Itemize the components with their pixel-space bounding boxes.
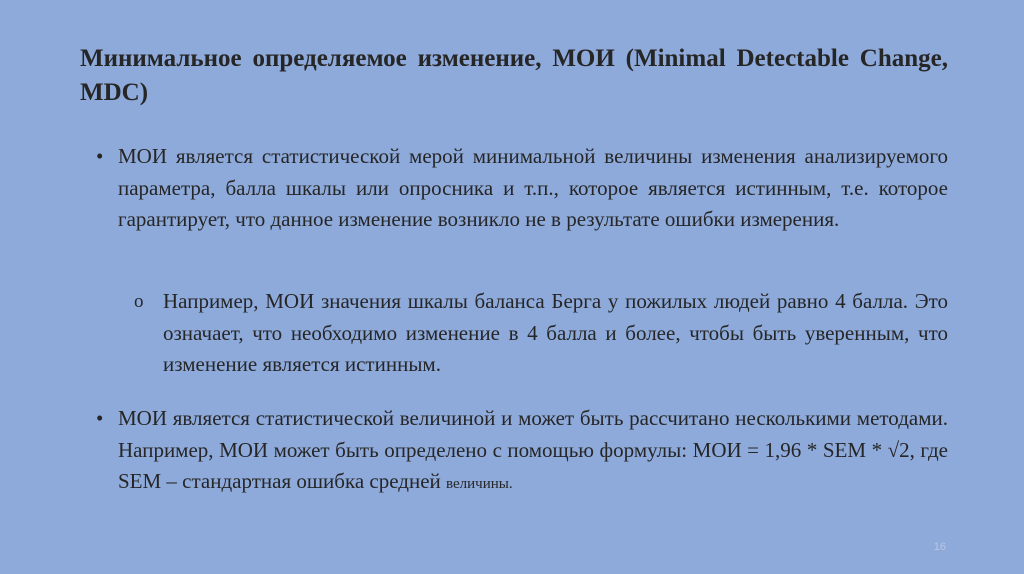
bullet-marker: •: [96, 406, 104, 430]
bullet-item-definition: МОИ является статистической мерой минимальной величины изменения анализируемого параметра, балла шкалы или опросника и т.п., которое является истинным, т.е. которое гарантирует, что данное изменение возникло не в результате ошибки измерения.: [118, 144, 948, 231]
page-number: 16: [933, 541, 946, 553]
sub-bullet-marker: o: [134, 291, 144, 312]
slide-title: Минимальное определяемое изменение, МОИ (Minimal Detectable Change, MDC): [80, 45, 948, 106]
bullet-formula-text: МОИ является статистической величиной и может быть рассчитано несколькими методами. Например, МОИ может быть определено с помощью формулы: МОИ = 1,96 * SEM * √2, где SEM – стандартная ошибка средней: [118, 406, 948, 493]
sub-bullet-item-example: Например, МОИ значения шкалы баланса Берга у пожилых людей равно 4 балла. Это означает, что необходимо изменение в 4 балла и более, чтобы быть уверенным, что изменение является истинным.: [163, 289, 948, 376]
bullet-item-formula: [118, 403, 948, 501]
bullet-marker: •: [96, 144, 104, 168]
bullet-formula-tail: величины.: [446, 476, 513, 492]
